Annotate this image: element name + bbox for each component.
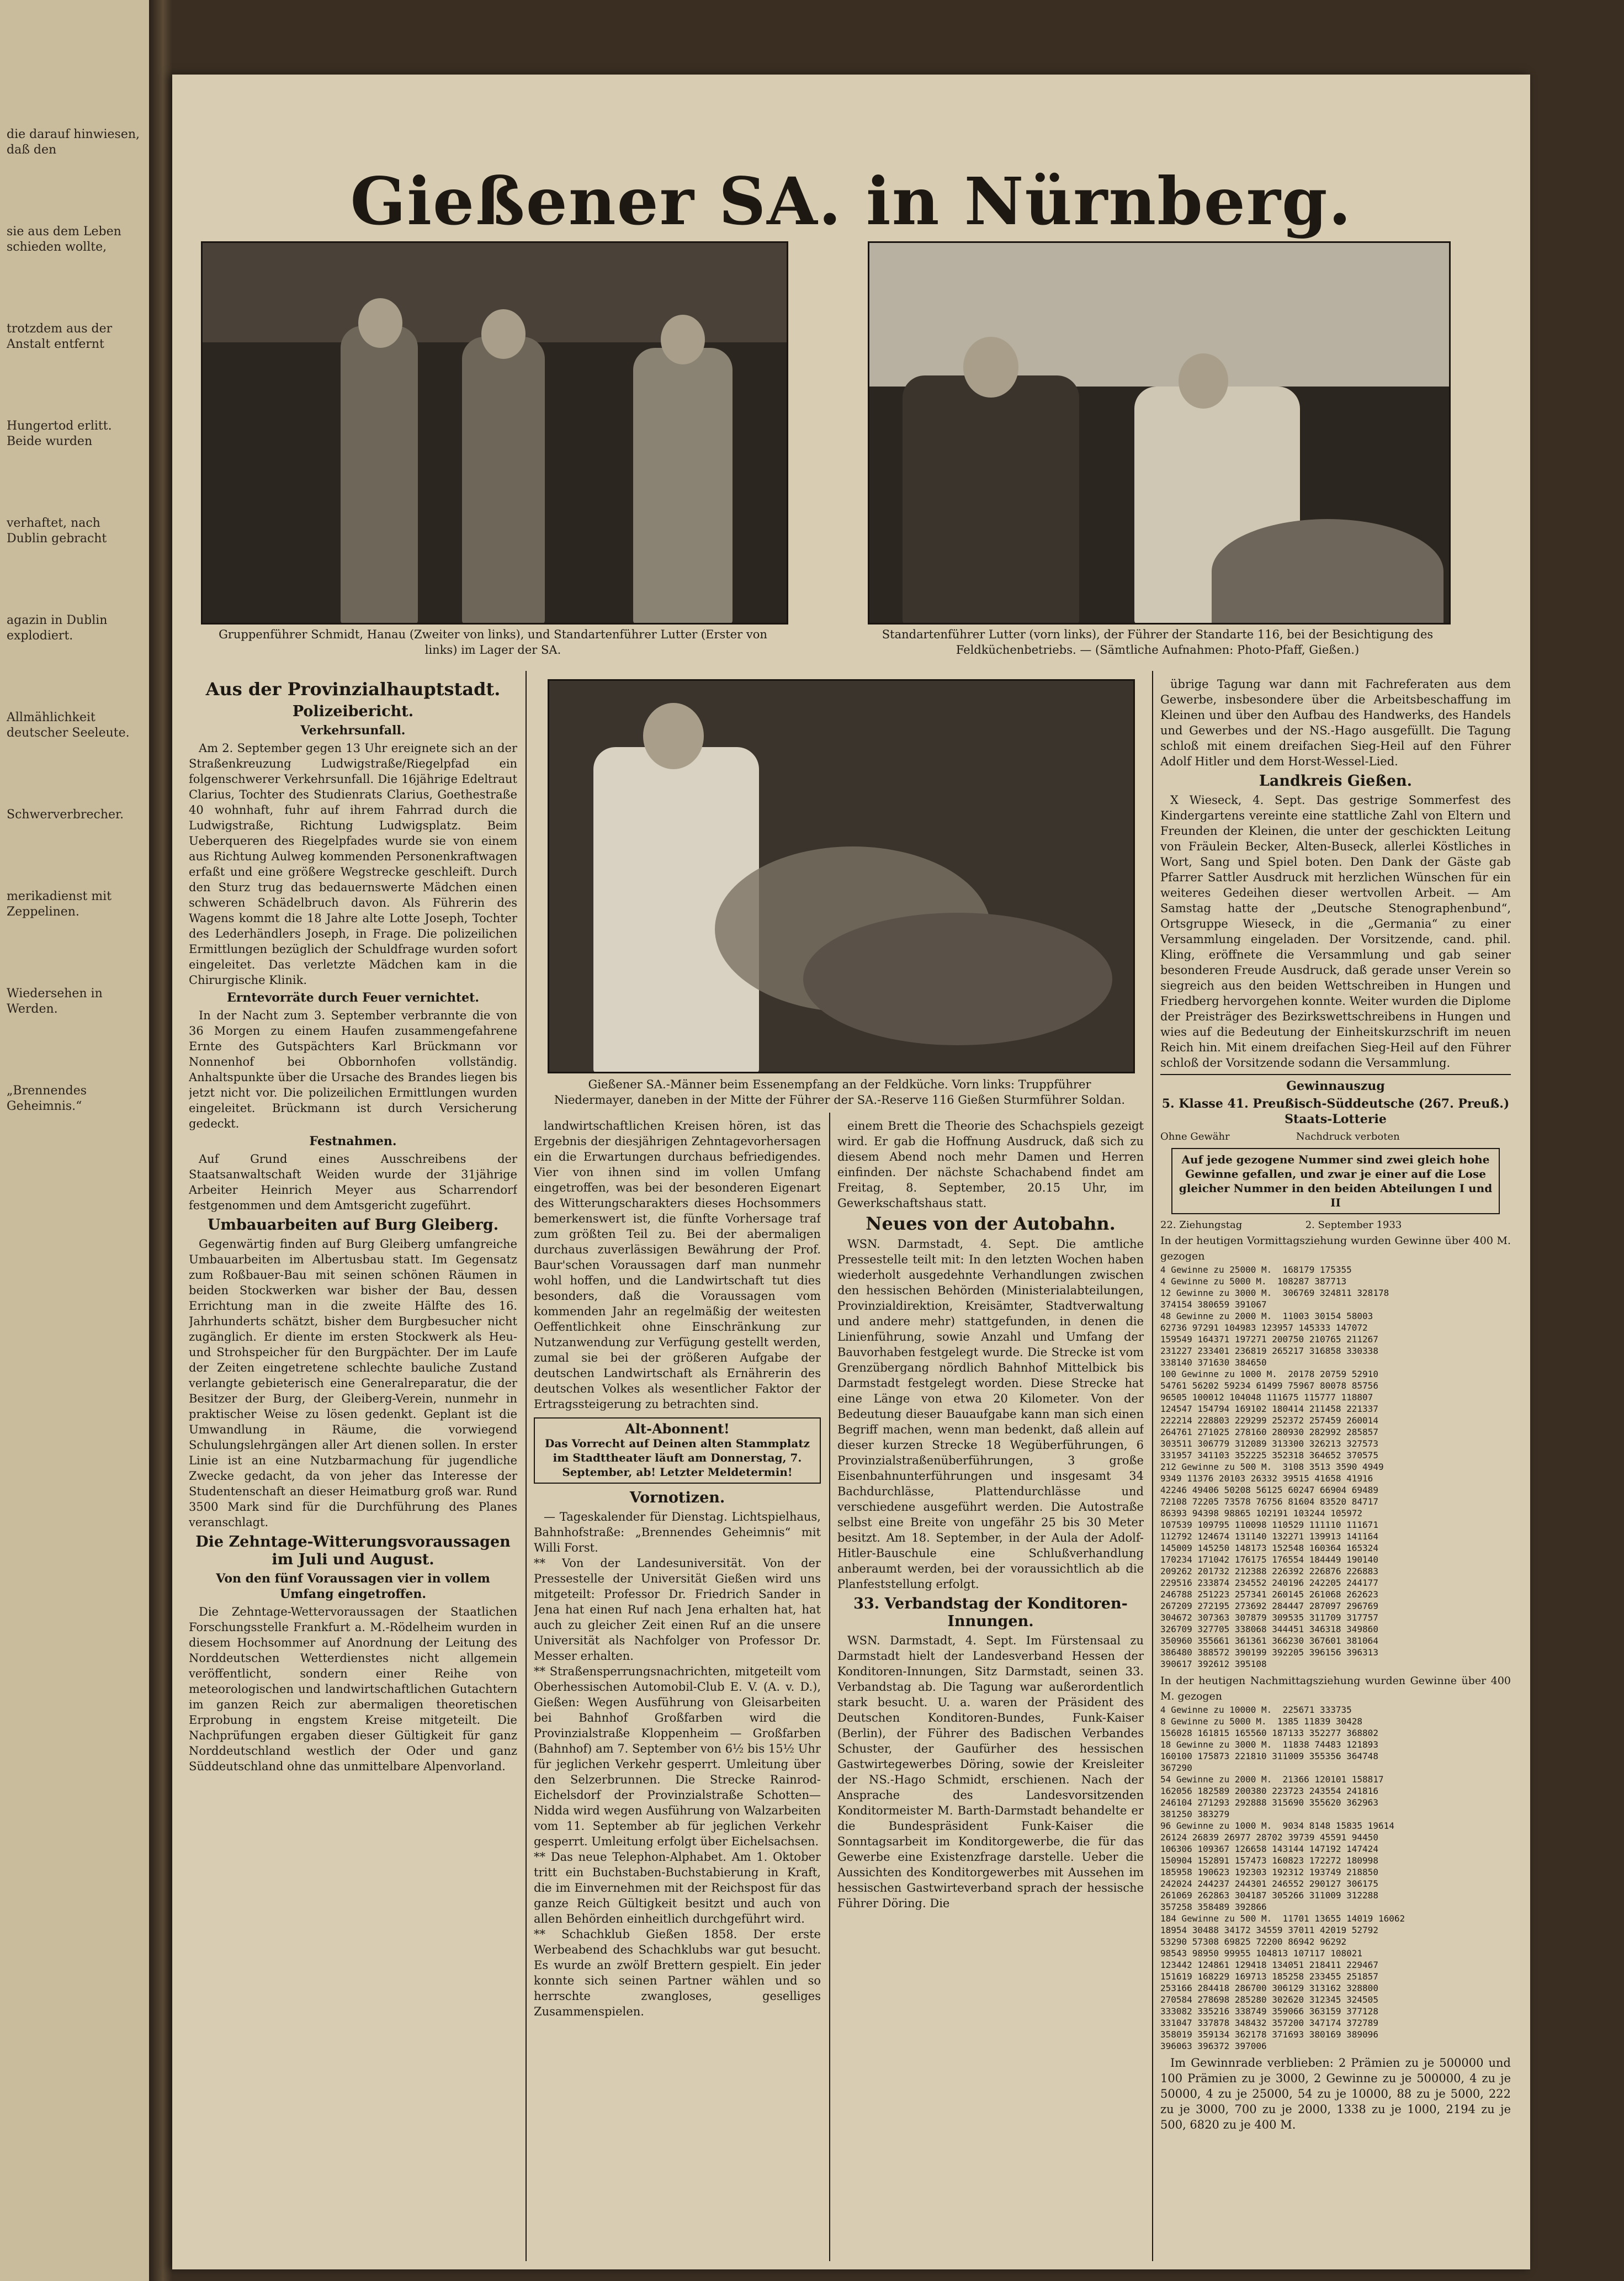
lottery-title: Gewinnauszug (1286, 1079, 1385, 1093)
section-title: Aus der Provinzialhauptstadt. (205, 679, 501, 700)
photo-essenempfang (548, 679, 1135, 1073)
lottery-day: 22. Ziehungstag 2. September 1933 (1160, 1219, 1402, 1231)
column-rule (829, 1113, 830, 2261)
lottery-morning-title: In der heutigen Vormittagsziehung wurden Gewinne über 400 M. gezogen (1160, 1235, 1511, 1262)
konditor-text: WSN. Darmstadt, 4. Sept. Im Fürstensaal zu Darmstadt hielt der Landesverband Hessen der Konditoren-Innungen, Sitz Darmstadt, seinen 33. Verbandstag ab. Die Tagung war außerordentlich stark besucht. U. a. waren der Präsident des Deutschen Konditoren-Bundes, Funk-Kaiser (Berlin), der Führer des Badischen Verbandes Schuster, der Gaufürher des hessischen Gastwirtegewerbes Döring, sowie der Kreisleiter der NS.-Hago Schmidt, erschienen. Nach der Ansprache des Landesvorsitzenden Konditormeister M. Barth-Darmstadt behandelte er die Bundespräsident Funk-Kaiser die Sonntagsarbeit im Konditorgewerbe, die für das Gewerbe eine Existenzfrage darstelle. Ueber die Aussichten des Konditorgewerbes mit Aussehen im hessischen Gastwirteverband sprach der hessische Führer Döring. Die (837, 1634, 1144, 1910)
arrest-title: Festnahmen. (309, 1134, 397, 1149)
column-rule (526, 671, 527, 2261)
weather-title: Die Zehntage-Witterungsvoraussagen im Juli und August. (195, 1533, 511, 1568)
lottery-box: Auf jede gezogene Nummer sind zwei gleich hohe Gewinne gefallen, und zwar je einer auf die Lose gleicher Nummer in den beiden Abteilungen I und II (1171, 1148, 1500, 1214)
autobahn-title: Neues von der Autobahn. (866, 1213, 1116, 1234)
column-landkreis-lotterie (1160, 676, 1511, 2261)
left-page-line: verhaftet, nach Dublin gebracht (7, 516, 107, 546)
column-provinzialhauptstadt (189, 676, 517, 2261)
photo-feldkueche-besichtigung (868, 241, 1451, 625)
notes-title: Vornotizen. (629, 1489, 725, 1506)
photo1-caption: Gruppenführer Schmidt, Hanau (Zweiter von links), und Standartenführer Lutter (Erster von links) im Lager der SA. (219, 628, 767, 657)
column-rule (1152, 671, 1153, 2261)
fire-title: Erntevorräte durch Feuer vernichtet. (227, 991, 479, 1005)
photo2-caption: Standartenführer Lutter (vorn links), der Führer der Standarte 116, bei der Besichtigung des Feldküchenbetriebs. — (Sämtliche Aufnahmen: Photo-Pfaff, Gießen.) (882, 628, 1434, 657)
left-page-line: Allmählichkeit deutscher Seeleute. (7, 711, 130, 740)
notice-title: Alt-Abonnent! (625, 1421, 730, 1437)
kreis-title: Landkreis Gießen. (1259, 772, 1413, 790)
left-page-line: Wiedersehen in Werden. (7, 987, 103, 1016)
weather-continuation: landwirtschaftlichen Kreisen hören, ist das Ergebnis der diesjährigen Zehntagevorhersagen ein die Erwartungen durchaus befriedigendes. Vier von ihnen sind im vollen Umfang eingetroffen, was bei der besonderen Eigenart des Witterungscharakters dieses Hochsommers bemerkenswert ist, die fünfte Vorhersage traf zum größten Teil zu. Bei der abermaligen durchaus zuverlässigen Bewährung der Prof. Baur'schen Voraussagen darf man nunmehr wohl hoffen, und die Landwirtschaft tut dies besonders, daß die Voraussagen vom kommenden Jahr an regelmäßig der weitesten Oeffentlichkeit ohne Einschränkung zur Nutzanwendung zur Verfügung gestellt werden, zumal sie bei der größeren Aufgabe der deutschen Landwirtschaft als Ernährerin des deutschen Volkes als wesentlicher Faktor der Ertragssteigerung zu betrachten sind. (534, 1119, 821, 1411)
column-vornotizen (534, 1118, 821, 2261)
page-headline: Gießener SA. in Nürnberg. (350, 163, 1352, 240)
weather-subtitle: Von den fünf Voraussagen vier in vollem Umfang eingetroffen. (216, 1571, 490, 1601)
left-page-line: Schwerverbrecher. (7, 808, 124, 822)
photo3-caption: Gießener SA.-Männer beim Essenempfang an der Feldküche. Vorn links: Truppführer Niedermayer, daneben in der Mitte der Führer der SA.-Reserve 116 Gießen Sturmführer Soldan. (554, 1078, 1126, 1107)
traffic-title: Verkehrsunfall. (300, 723, 406, 738)
notes-text: — Tageskalender für Dienstag. Lichtspielhaus, Bahnhofstraße: „Brennendes Geheimnis“ mit Willi Forst. ** Von der Landesuniversität. Von der Pressestelle der Universität Gießen wird uns mitgeteilt: Professor Dr. Friedrich Sander in Jena hat einen Ruf nach Jena erhalten hat, hat auch zu gleicher Zeit einen Ruf an die unsere Universität als Nachfolger von Professor Dr. Messer erhalten. ** Straßensperrungsnachrichten, mitgeteilt vom Oberhessischen Automobil-Club E. V. (A. v. D.), Gießen: Wegen Ausführung von Gleisarbeiten bei Bahnhof Großfarben wird die Provinzialstraße Kloppenheim — Großfarben (Bahnhof) am 7. September von 6½ bis 15½ Uhr für jeglichen Verkehr gesperrt. Umleitung über den Selzerbrunnen. Die Strecke Rainrod-Eichelsdorf der Provinzialstraße Schotten—Nidda wird wegen Ausführung von Walzarbeiten vom 11. September ab für jeglichen Verkehr gesperrt. Umleitung erfolgt über Eichelsachsen. ** Das neue Telephon-Alphabet. Am 1. Oktober tritt ein Buchstaben-Buchstabierung in Kraft, die im Einvernehmen mit der Reichspost für das ganze Reich Gültigkeit besitzt und auch von allen Behörden einheitlich durchgeführt wird. ** Schachklub Gießen 1858. Der erste Werbeabend des Schachklubs war gut besucht. Es wurde an zwölf Brettern gespielt. Ein jeder konnte sich seinen Partner wählen und so herrschte zwangloses, geselliges Zusammenspielen. (534, 1510, 821, 2018)
lottery-afternoon-title: In der heutigen Nachmittagsziehung wurden Gewinne über 400 M. gezogen (1160, 1675, 1511, 1702)
weather-text: Die Zehntage-Wettervoraussagen der Staatlichen Forschungsstelle Frankfurt a. M.-Rödelheim wurden in diesem Hochsommer auf Anordnung der Leitung des Norddeutschen Wetterdienstes nicht allgemein veröffentlicht, sondern einer Reihe von meteorologischen und landwirtschaftlichen Gutachtern im ganzen Reich zur abermaligen theoretischen Erprobung in engstem Kreise mitgeteilt. Die Nachprüfungen ergaben dieser Gültigkeit für ganz Norddeutschland westlich der Oder und ganz Süddeutschland ohne das unmittelbare Alpenvorland. (189, 1605, 517, 1773)
left-page-line: merikadienst mit Zeppelinen. (7, 890, 112, 919)
burg-text: Gegenwärtig finden auf Burg Gleiberg umfangreiche Umbauarbeiten im Albertusbau statt. Im Gegensatz zum Roßbauer-Bau mit seinen schönen Räumen in beiden Stockwerken war bisher der Bau, dessen Errichtung man in die zweite Hälfte des 16. Jahrhunderts schätzt, bisher dem Burgbesucher nicht zugänglich. Er diente im ersten Stockwerk als Heu- und Strohspeicher für den Burgpächter. Der im Laufe der Zeiten eingetretene schlechte bauliche Zustand verlangte gebieterisch eine Generalreparatur, die der Besitzer der Burg, der Gleiberg-Verein, nunmehr in praktischer Weise zu lösen gedenkt. Geplant ist die Umwandlung in Räume, die vorwiegend Schulungslehrgängen aller Art dienen sollen. In erster Linie ist an eine Nutzbarmachung für jugendliche Zwecke gedacht, da von jeher das Interesse der Studentenschaft an dieser Heimatburg groß war. Rund 3500 Mark sind für die Durchführung des Planes veranschlagt. (189, 1237, 517, 1529)
newspaper-page (172, 75, 1530, 2269)
traffic-text: Am 2. September gegen 13 Uhr ereignete sich an der Straßenkreuzung Ludwigstraße/Riegelpfad ein folgenschwerer Verkehrsunfall. Die 16jährige Edeltraut Clarius, Tochter des Studienrats Clarius, Goethestraße 40 wohnhaft, fuhr auf ihrem Fahrrad durch die Ludwigstraße, Richtung Ludwigsplatz. Beim Ueberqueren des Riegelpfades wurde sie von einem aus Richtung Aulweg kommenden Personenkraftwagen erfaßt und eine größere Wegstrecke geschleift. Durch den Sturz trug das bedauernswerte Mädchen einen schweren Schädelbruch davon. Als Führerin des Wagens kommt die 18 Jahre alte Lotte Joseph, Tochter des Lederhändlers Joseph, in Frage. Die polizeilichen Ermittlungen bezüglich der Schuldfrage wurden sofort eingeleitet. Das verletzte Mädchen kam in die Chirurgische Klinik. (189, 742, 517, 987)
left-page-line: die darauf hinwiesen, daß den (7, 128, 140, 157)
kreis-text: X Wieseck, 4. Sept. Das gestrige Sommerfest des Kindergartens vereinte eine stattliche Zahl von Eltern und Freunden der Kleinen, die unter der geschickten Leitung von Fräulein Becker, Alten-Buseck, allerlei Köstliches in Wort, Sang und Spiel boten. Den Dank der Gäste gab Pfarrer Sattler Ausdruck mit herzlichen Wünschen für ein weiteres Gedeihen dieser wertvollen Arbeit. — Am Samstag hatte der „Deutsche Stenographenbund“, Ortsgruppe Wieseck, in die „Germania“ zu einer Versammlung eingeladen. Der Vorsitzende, cand. phil. Kling, eröffnete die Versammlung und gab seiner besonderen Freude Ausdruck, daß gerade unser Verein so siegreich aus den beiden Wettschreiben in Hungen und Friedberg hervorgehen konnte. Weiter wurden die Diplome der Preisträger des Bezirkswettschreibens in Hungen und wies auf die Bedeutung der Einheitskurzschrift im neuen Reich hin. Mit einem dreifachen Sieg-Heil auf den Führer schloß der Vorsitzende sodann die Versammlung. (1160, 793, 1511, 1070)
left-page-line: trotzdem aus der Anstalt entfernt (7, 322, 113, 351)
autobahn-text: WSN. Darmstadt, 4. Sept. Die amtliche Pressestelle teilt mit: In den letzten Wochen haben wiederholt ausgedehnte Verhandlungen zwischen den hessischen Behörden (Ministerialabteilungen, Provinzialdirektion, Kreisämter, Stadtverwaltung und andere mehr) stattgefunden, in denen die Linienführung, sowie Anzahl und Umfang der Bauvorhaben festgelegt wurde. Die Strecke ist vom Grenzübergang nördlich Bahnhof Mittelbick bis Darmstadt festgelegt worden. Diese Strecke hat eine Länge von etwa 20 Kilometer. Von der Bedeutung dieser Bauaufgabe kann man sich einen Begriff machen, wenn man bedenkt, daß allein auf dieser kurzen Strecke 18 Wegüberführungen, 6 Provinzialstraßenüberführungen, 3 große Eisenbahnunterführungen und insgesamt 34 Bachdurchlässe, Plattendurchlässe und verschiedene ausgeführt werden. Die Autostraße selbst eine Breite von ungefähr 25 bis 30 Meter besitzt. Am 18. September, in der Aula der Adolf-Hitler-Bauschule eine Schlußverhandlung anberaumt werden, bei der voraussichtlich ab die Planfeststellung erfolgt. (837, 1237, 1144, 1591)
notice-text: Das Vorrecht auf Deinen alten Stammplatz im Stadttheater läuft am Donnerstag, 7. September, ab! Letzter Meldetermin! (545, 1437, 810, 1479)
fire-text: In der Nacht zum 3. September verbrannte die von 36 Morgen zu einem Haufen zusammengefahrene Ernte des Gutspächters Karl Brückmann vor Nonnenhof bei Obbornhofen vollständig. Anhaltspunkte über die Ursache des Brandes liegen bis jetzt nicht vor. Die polizeilichen Ermittlungen wurden eingeleitet. Brückmann ist durch Versicherung gedeckt. (189, 1009, 517, 1130)
left-page-line: Hungertod erlitt. Beide wurden (7, 419, 112, 448)
book-gutter (149, 0, 172, 2281)
police-title: Polizeibericht. (292, 703, 414, 720)
photo-gruppenfuehrer (201, 241, 788, 625)
konditor-title: 33. Verbandstag der Konditoren-Innungen. (853, 1595, 1128, 1630)
column-autobahn (837, 1118, 1144, 2261)
arrest-text: Auf Grund eines Ausschreibens der Staatsanwaltschaft Weiden wurde der 31jährige Arbeiter Heinrich Meyer aus Scharrendorf festgenommen und dem Amtsgericht zugeführt. (189, 1152, 517, 1212)
left-page-line: agazin in Dublin explodiert. (7, 613, 108, 643)
subscriber-notice (534, 1417, 821, 1484)
left-page-line: „Brennendes Geheimnis.“ (7, 1084, 87, 1113)
schach-continuation: einem Brett die Theorie des Schachspiels gezeigt wird. Er gab die Hoffnung Ausdruck, daß sich zu diesem Abend noch mehr Damen und Herren einfinden. Der nächste Schachabend findet am Freitag, 8. September, 20.15 Uhr, im Gewerkschaftshaus statt. (837, 1119, 1144, 1210)
lottery-subtitle: 5. Klasse 41. Preußisch-Süddeutsche (267. Preuß.) Staats-Lotterie (1161, 1097, 1510, 1126)
burg-title: Umbauarbeiten auf Burg Gleiberg. (207, 1216, 499, 1234)
lottery-note: Ohne Gewähr Nachdruck verboten (1160, 1131, 1400, 1142)
konditor-continuation: übrige Tagung war dann mit Fachreferaten aus dem Gewerbe, insbesondere über die Arbeitsbeschaffung im Kleinen und über den Aufbau des Handwerks, des Handels und Gewerbes und der NS.-Hago ausgefüllt. Die Tagung schloß mit einem dreifachen Sieg-Heil auf den Führer Adolf Hitler und dem Horst-Wessel-Lied. (1160, 678, 1511, 768)
lottery-morning-numbers: 4 Gewinne zu 25000 M. 168179 175355 4 Gewinne zu 5000 M. 108287 387713 12 Gewinne zu 3000 M. 306769 324811 328178 374154 380659 391067 48 Gewinne zu 2000 M. 11003 30154 58003 62736 97291 104983 123957 145333 147072 159549 164371 197271 200750 210765 211267 231227 233401 236819 265217 316858 330338 338140 371630 384650 100 Gewinne zu 1000 M. 20178 20759 52910 54761 56202 59234 61499 75967 80078 85756 96505 100012 104048 111675 115777 118807 124547 154794 169102 180414 211458 221337 222214 228803 229299 252372 257459 260014 264761 271025 278160 280930 282992 285857 303511 306779 312089 313300 326213 327573 331957 341103 352225 352318 364652 370575 212 Gewinne zu 500 M. 3108 3513 3590 4949 9349 11376 20103 26332 39515 41658 41916 42246 49406 50208 56125 60247 66904 69489 72108 72205 73578 76756 81604 83520 84717 86393 94398 98865 102191 103244 105972 107539 109795 110098 110529 111110 111671 112792 124674 131140 132271 139913 141164 145009 145250 148173 152548 160364 165324 170234 171042 176175 176554 184449 190140 209262 201732 212388 226392 226876 226883 229516 233874 234552 240196 242205 244177 246788 251223 257341 260145 261068 262623 267209 272195 273692 284447 287097 296769 304672 307363 307879 309535 311709 317757 326709 327705 338068 344451 346318 349860 350960 355661 361361 366230 367601 381064 386480 388572 390199 392205 396156 396313 390617 392612 395108 (1160, 1264, 1389, 1669)
lottery-afternoon-numbers: 4 Gewinne zu 10000 M. 225671 333735 8 Gewinne zu 5000 M. 1385 11839 30428 156028 161815 165560 187133 352277 368802 18 Gewinne zu 3000 M. 11838 74483 121893 160100 175873 221810 311009 355356 364748 367290 54 Gewinne zu 2000 M. 21366 120101 158817 162056 182589 200380 223723 243554 241816 246104 271293 292888 315690 355620 362963 381250 383279 96 Gewinne zu 1000 M. 9034 8148 15835 19614 26124 26839 26977 28702 39739 45591 94450 106306 109367 126658 143144 147192 147424 150904 152891 157473 160823 172272 180998 185958 190623 192303 192312 193749 218850 242024 244237 244301 246552 290127 306175 261069 262863 304187 305266 311009 312288 357258 358489 392866 184 Gewinne zu 500 M. 11701 13655 14019 16062 18954 30488 34172 34559 37011 42019 52792 53290 57308 69825 72200 86942 96292 98543 98950 99955 104813 107117 108021 123442 124861 129418 134051 218411 229467 151619 168229 169713 185258 233455 251857 253166 284418 286700 306129 313162 328800 270584 278698 285280 302620 312345 324505 333082 335216 338749 359066 363159 377128 331047 337878 348432 357200 347174 372789 358019 359134 362178 371693 380169 389096 396063 396372 397006 (1160, 1705, 1405, 2051)
left-page-line: sie aus dem Leben schieden wollte, (7, 225, 121, 254)
left-page-fragment (0, 0, 149, 2281)
lottery-remaining: Im Gewinnrade verblieben: 2 Prämien zu je 500000 und 100 Prämien zu je 3000, 2 Gewinne zu je 500000, 4 zu je 50000, 4 zu je 25000, 54 zu je 10000, 88 zu je 5000, 222 zu je 3000, 700 zu je 2000, 1338 zu je 1000, 2194 zu je 500, 6820 zu je 400 M. (1160, 2056, 1511, 2131)
